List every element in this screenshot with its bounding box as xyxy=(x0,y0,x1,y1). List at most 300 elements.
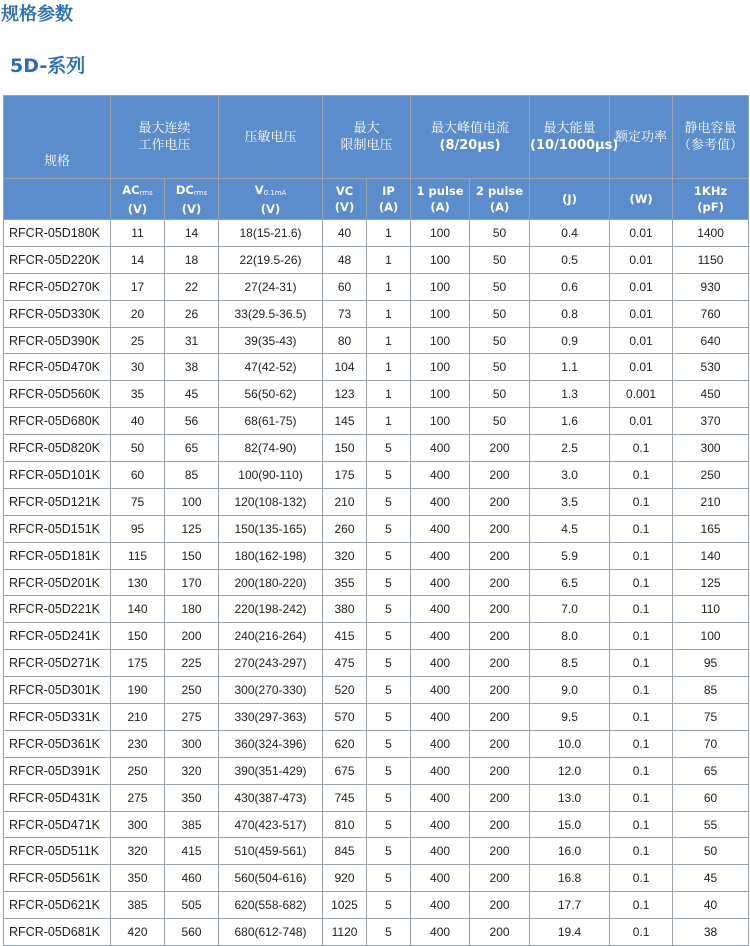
cell-ip: 5 xyxy=(367,650,411,677)
cell-dc-voltage: 170 xyxy=(165,569,219,596)
subheader-capacitance: 1KHz (pF) xyxy=(673,179,749,220)
cell-max-energy: 10.0 xyxy=(530,730,610,757)
cell-peak-1-pulse: 400 xyxy=(411,435,470,462)
cell-capacitance: 85 xyxy=(673,677,749,704)
table-row xyxy=(4,730,749,757)
cell-ip: 5 xyxy=(367,488,411,515)
cell-ip: 5 xyxy=(367,730,411,757)
cell-varistor-voltage: 430(387-473) xyxy=(219,784,323,811)
cell-peak-2-pulse: 200 xyxy=(470,435,530,462)
cell-model: RFCR-05D511K xyxy=(4,838,111,865)
cell-peak-1-pulse: 100 xyxy=(411,354,470,381)
cell-ac-voltage: 14 xyxy=(111,246,165,273)
cell-peak-2-pulse: 200 xyxy=(470,650,530,677)
cell-model: RFCR-05D561K xyxy=(4,865,111,892)
cell-model: RFCR-05D220K xyxy=(4,246,111,273)
cell-dc-voltage: 22 xyxy=(165,273,219,300)
subheader-2-pulse: 2 pulse (A) xyxy=(470,179,530,220)
cell-peak-1-pulse: 400 xyxy=(411,650,470,677)
cell-peak-2-pulse: 50 xyxy=(470,408,530,435)
cell-max-energy: 1.1 xyxy=(530,354,610,381)
cell-ac-voltage: 250 xyxy=(111,757,165,784)
cell-dc-voltage: 200 xyxy=(165,623,219,650)
cell-peak-1-pulse: 400 xyxy=(411,919,470,946)
cell-dc-voltage: 38 xyxy=(165,354,219,381)
header-max-energy: 最大能量 (10/1000µs) xyxy=(530,96,610,179)
cell-ip: 5 xyxy=(367,462,411,489)
cell-capacitance: 370 xyxy=(673,408,749,435)
cell-varistor-voltage: 27(24-31) xyxy=(219,273,323,300)
cell-rated-power: 0.001 xyxy=(610,381,673,408)
cell-dc-voltage: 350 xyxy=(165,784,219,811)
cell-peak-1-pulse: 400 xyxy=(411,757,470,784)
cell-max-energy: 2.5 xyxy=(530,435,610,462)
cell-dc-voltage: 275 xyxy=(165,704,219,731)
cell-clamping-voltage: 920 xyxy=(323,865,367,892)
cell-capacitance: 450 xyxy=(673,381,749,408)
cell-ip: 5 xyxy=(367,596,411,623)
cell-capacitance: 95 xyxy=(673,650,749,677)
cell-ac-voltage: 175 xyxy=(111,650,165,677)
cell-ac-voltage: 140 xyxy=(111,596,165,623)
cell-capacitance: 40 xyxy=(673,892,749,919)
cell-peak-2-pulse: 200 xyxy=(470,462,530,489)
page-title: 规格参数 xyxy=(1,4,73,25)
cell-peak-1-pulse: 400 xyxy=(411,704,470,731)
cell-rated-power: 0.01 xyxy=(610,220,673,247)
table-row xyxy=(4,327,749,354)
cell-peak-1-pulse: 400 xyxy=(411,488,470,515)
cell-ip: 1 xyxy=(367,327,411,354)
cell-capacitance: 100 xyxy=(673,623,749,650)
cell-dc-voltage: 250 xyxy=(165,677,219,704)
header-clamping-voltage: 最大 限制电压 xyxy=(323,96,411,179)
header-peak-current: 最大峰值电流 (8/20µs) xyxy=(411,96,530,179)
cell-clamping-voltage: 104 xyxy=(323,354,367,381)
cell-peak-2-pulse: 50 xyxy=(470,246,530,273)
cell-rated-power: 0.01 xyxy=(610,300,673,327)
cell-clamping-voltage: 415 xyxy=(323,623,367,650)
cell-ac-voltage: 40 xyxy=(111,408,165,435)
cell-max-energy: 17.7 xyxy=(530,892,610,919)
cell-rated-power: 0.1 xyxy=(610,488,673,515)
cell-varistor-voltage: 68(61-75) xyxy=(219,408,323,435)
cell-model: RFCR-05D121K xyxy=(4,488,111,515)
cell-ip: 1 xyxy=(367,381,411,408)
cell-model: RFCR-05D431K xyxy=(4,784,111,811)
cell-peak-2-pulse: 200 xyxy=(470,757,530,784)
cell-capacitance: 38 xyxy=(673,919,749,946)
cell-capacitance: 110 xyxy=(673,596,749,623)
cell-model: RFCR-05D471K xyxy=(4,811,111,838)
table-row xyxy=(4,408,749,435)
cell-clamping-voltage: 355 xyxy=(323,569,367,596)
cell-peak-1-pulse: 400 xyxy=(411,623,470,650)
cell-model: RFCR-05D361K xyxy=(4,730,111,757)
cell-varistor-voltage: 390(351-429) xyxy=(219,757,323,784)
cell-peak-2-pulse: 200 xyxy=(470,865,530,892)
cell-peak-2-pulse: 200 xyxy=(470,838,530,865)
cell-model: RFCR-05D331K xyxy=(4,704,111,731)
cell-varistor-voltage: 220(198-242) xyxy=(219,596,323,623)
cell-model: RFCR-05D820K xyxy=(4,435,111,462)
header-max-continuous: 最大连续 工作电压 xyxy=(111,96,219,179)
cell-clamping-voltage: 520 xyxy=(323,677,367,704)
cell-capacitance: 1400 xyxy=(673,220,749,247)
cell-peak-1-pulse: 100 xyxy=(411,246,470,273)
cell-capacitance: 50 xyxy=(673,838,749,865)
cell-clamping-voltage: 40 xyxy=(323,220,367,247)
cell-varistor-voltage: 18(15-21.6) xyxy=(219,220,323,247)
cell-peak-1-pulse: 400 xyxy=(411,865,470,892)
cell-rated-power: 0.1 xyxy=(610,757,673,784)
cell-ip: 1 xyxy=(367,246,411,273)
cell-rated-power: 0.1 xyxy=(610,892,673,919)
cell-model: RFCR-05D391K xyxy=(4,757,111,784)
cell-varistor-voltage: 47(42-52) xyxy=(219,354,323,381)
cell-dc-voltage: 45 xyxy=(165,381,219,408)
cell-model: RFCR-05D241K xyxy=(4,623,111,650)
cell-ac-voltage: 320 xyxy=(111,838,165,865)
cell-peak-1-pulse: 100 xyxy=(411,381,470,408)
cell-model: RFCR-05D560K xyxy=(4,381,111,408)
cell-clamping-voltage: 210 xyxy=(323,488,367,515)
cell-max-energy: 1.3 xyxy=(530,381,610,408)
cell-dc-voltage: 320 xyxy=(165,757,219,784)
cell-dc-voltage: 385 xyxy=(165,811,219,838)
cell-max-energy: 16.8 xyxy=(530,865,610,892)
cell-ac-voltage: 190 xyxy=(111,677,165,704)
cell-ac-voltage: 385 xyxy=(111,892,165,919)
cell-peak-1-pulse: 400 xyxy=(411,838,470,865)
cell-model: RFCR-05D390K xyxy=(4,327,111,354)
cell-ac-voltage: 17 xyxy=(111,273,165,300)
table-row xyxy=(4,515,749,542)
cell-varistor-voltage: 330(297-363) xyxy=(219,704,323,731)
cell-peak-1-pulse: 400 xyxy=(411,596,470,623)
cell-clamping-voltage: 260 xyxy=(323,515,367,542)
cell-max-energy: 0.5 xyxy=(530,246,610,273)
cell-capacitance: 930 xyxy=(673,273,749,300)
table-row xyxy=(4,596,749,623)
cell-max-energy: 9.5 xyxy=(530,704,610,731)
cell-dc-voltage: 300 xyxy=(165,730,219,757)
cell-ip: 5 xyxy=(367,542,411,569)
cell-max-energy: 0.4 xyxy=(530,220,610,247)
cell-dc-voltage: 225 xyxy=(165,650,219,677)
cell-peak-2-pulse: 200 xyxy=(470,919,530,946)
cell-ip: 5 xyxy=(367,865,411,892)
cell-max-energy: 16.0 xyxy=(530,838,610,865)
cell-rated-power: 0.1 xyxy=(610,515,673,542)
spec-table xyxy=(3,95,749,946)
cell-rated-power: 0.1 xyxy=(610,462,673,489)
cell-peak-2-pulse: 200 xyxy=(470,596,530,623)
cell-peak-2-pulse: 200 xyxy=(470,704,530,731)
table-row xyxy=(4,354,749,381)
table-row xyxy=(4,435,749,462)
cell-ac-voltage: 35 xyxy=(111,381,165,408)
cell-ac-voltage: 60 xyxy=(111,462,165,489)
cell-model: RFCR-05D301K xyxy=(4,677,111,704)
cell-model: RFCR-05D470K xyxy=(4,354,111,381)
cell-model: RFCR-05D330K xyxy=(4,300,111,327)
cell-clamping-voltage: 73 xyxy=(323,300,367,327)
table-row xyxy=(4,704,749,731)
cell-model: RFCR-05D181K xyxy=(4,542,111,569)
cell-varistor-voltage: 180(162-198) xyxy=(219,542,323,569)
cell-peak-2-pulse: 50 xyxy=(470,327,530,354)
cell-model: RFCR-05D680K xyxy=(4,408,111,435)
cell-ip: 5 xyxy=(367,757,411,784)
cell-ip: 5 xyxy=(367,838,411,865)
cell-model: RFCR-05D151K xyxy=(4,515,111,542)
cell-peak-2-pulse: 200 xyxy=(470,569,530,596)
cell-max-energy: 6.5 xyxy=(530,569,610,596)
cell-rated-power: 0.1 xyxy=(610,569,673,596)
cell-peak-2-pulse: 50 xyxy=(470,220,530,247)
cell-model: RFCR-05D621K xyxy=(4,892,111,919)
cell-capacitance: 60 xyxy=(673,784,749,811)
cell-capacitance: 125 xyxy=(673,569,749,596)
cell-clamping-voltage: 620 xyxy=(323,730,367,757)
header-varistor-voltage: 压敏电压 xyxy=(219,96,323,179)
cell-dc-voltage: 65 xyxy=(165,435,219,462)
cell-ac-voltage: 25 xyxy=(111,327,165,354)
cell-ac-voltage: 50 xyxy=(111,435,165,462)
cell-max-energy: 19.4 xyxy=(530,919,610,946)
cell-dc-voltage: 31 xyxy=(165,327,219,354)
cell-peak-2-pulse: 200 xyxy=(470,730,530,757)
header-row-units xyxy=(4,179,749,220)
cell-max-energy: 8.0 xyxy=(530,623,610,650)
cell-clamping-voltage: 60 xyxy=(323,273,367,300)
cell-peak-2-pulse: 50 xyxy=(470,354,530,381)
cell-varistor-voltage: 200(180-220) xyxy=(219,569,323,596)
table-row xyxy=(4,865,749,892)
cell-rated-power: 0.1 xyxy=(610,677,673,704)
subheader-energy: (J) xyxy=(530,179,610,220)
cell-peak-1-pulse: 400 xyxy=(411,811,470,838)
cell-capacitance: 300 xyxy=(673,435,749,462)
cell-capacitance: 640 xyxy=(673,327,749,354)
table-row xyxy=(4,462,749,489)
cell-dc-voltage: 18 xyxy=(165,246,219,273)
cell-capacitance: 210 xyxy=(673,488,749,515)
subheader-ac: $AC_{rms}$ (V) xyxy=(111,179,165,220)
cell-ip: 1 xyxy=(367,300,411,327)
cell-ac-voltage: 115 xyxy=(111,542,165,569)
cell-ip: 5 xyxy=(367,435,411,462)
cell-ac-voltage: 420 xyxy=(111,919,165,946)
cell-max-energy: 0.9 xyxy=(530,327,610,354)
cell-max-energy: 3.5 xyxy=(530,488,610,515)
cell-clamping-voltage: 810 xyxy=(323,811,367,838)
table-row xyxy=(4,838,749,865)
cell-ip: 5 xyxy=(367,784,411,811)
cell-clamping-voltage: 1120 xyxy=(323,919,367,946)
cell-rated-power: 0.1 xyxy=(610,784,673,811)
cell-rated-power: 0.1 xyxy=(610,435,673,462)
cell-clamping-voltage: 175 xyxy=(323,462,367,489)
cell-model: RFCR-05D101K xyxy=(4,462,111,489)
cell-max-energy: 0.6 xyxy=(530,273,610,300)
cell-max-energy: 7.0 xyxy=(530,596,610,623)
cell-ip: 1 xyxy=(367,354,411,381)
cell-dc-voltage: 56 xyxy=(165,408,219,435)
cell-dc-voltage: 150 xyxy=(165,542,219,569)
cell-peak-2-pulse: 50 xyxy=(470,273,530,300)
cell-ac-voltage: 150 xyxy=(111,623,165,650)
cell-max-energy: 15.0 xyxy=(530,811,610,838)
cell-ac-voltage: 95 xyxy=(111,515,165,542)
cell-peak-2-pulse: 200 xyxy=(470,892,530,919)
cell-clamping-voltage: 675 xyxy=(323,757,367,784)
cell-dc-voltage: 26 xyxy=(165,300,219,327)
cell-peak-1-pulse: 100 xyxy=(411,300,470,327)
cell-ac-voltage: 275 xyxy=(111,784,165,811)
cell-dc-voltage: 415 xyxy=(165,838,219,865)
subheader-varistor: $V_{0.1mA}$ (V) xyxy=(219,179,323,220)
cell-max-energy: 8.5 xyxy=(530,650,610,677)
table-row xyxy=(4,650,749,677)
cell-varistor-voltage: 470(423-517) xyxy=(219,811,323,838)
cell-varistor-voltage: 680(612-748) xyxy=(219,919,323,946)
cell-ip: 5 xyxy=(367,515,411,542)
cell-peak-1-pulse: 100 xyxy=(411,327,470,354)
cell-ac-voltage: 350 xyxy=(111,865,165,892)
table-row xyxy=(4,246,749,273)
table-row xyxy=(4,220,749,247)
cell-clamping-voltage: 845 xyxy=(323,838,367,865)
cell-varistor-voltage: 56(50-62) xyxy=(219,381,323,408)
cell-ip: 5 xyxy=(367,623,411,650)
cell-varistor-voltage: 120(108-132) xyxy=(219,488,323,515)
subheader-ip: IP (A) xyxy=(367,179,411,220)
cell-varistor-voltage: 33(29.5-36.5) xyxy=(219,300,323,327)
cell-peak-2-pulse: 200 xyxy=(470,784,530,811)
header-capacitance: 静电容量 （参考值） xyxy=(673,96,749,179)
cell-ip: 5 xyxy=(367,704,411,731)
header-model: 规格 xyxy=(4,96,111,179)
cell-model: RFCR-05D270K xyxy=(4,273,111,300)
cell-dc-voltage: 85 xyxy=(165,462,219,489)
table-row xyxy=(4,757,749,784)
cell-clamping-voltage: 570 xyxy=(323,704,367,731)
cell-rated-power: 0.1 xyxy=(610,650,673,677)
cell-clamping-voltage: 123 xyxy=(323,381,367,408)
cell-peak-1-pulse: 400 xyxy=(411,784,470,811)
cell-peak-2-pulse: 200 xyxy=(470,623,530,650)
cell-ac-voltage: 75 xyxy=(111,488,165,515)
cell-ac-voltage: 300 xyxy=(111,811,165,838)
cell-ip: 5 xyxy=(367,677,411,704)
cell-ac-voltage: 30 xyxy=(111,354,165,381)
subheader-power: (W) xyxy=(610,179,673,220)
cell-varistor-voltage: 22(19.5-26) xyxy=(219,246,323,273)
cell-clamping-voltage: 80 xyxy=(323,327,367,354)
cell-max-energy: 12.0 xyxy=(530,757,610,784)
cell-rated-power: 0.1 xyxy=(610,865,673,892)
table-row xyxy=(4,488,749,515)
cell-rated-power: 0.1 xyxy=(610,542,673,569)
cell-max-energy: 5.9 xyxy=(530,542,610,569)
cell-varistor-voltage: 300(270-330) xyxy=(219,677,323,704)
cell-capacitance: 55 xyxy=(673,811,749,838)
cell-peak-2-pulse: 200 xyxy=(470,811,530,838)
spec-table-body xyxy=(4,220,749,946)
cell-model: RFCR-05D271K xyxy=(4,650,111,677)
cell-max-energy: 13.0 xyxy=(530,784,610,811)
cell-ip: 1 xyxy=(367,408,411,435)
cell-peak-2-pulse: 50 xyxy=(470,381,530,408)
cell-peak-1-pulse: 400 xyxy=(411,462,470,489)
cell-ac-voltage: 210 xyxy=(111,704,165,731)
subheader-model xyxy=(4,179,111,220)
cell-max-energy: 1.6 xyxy=(530,408,610,435)
cell-varistor-voltage: 510(459-561) xyxy=(219,838,323,865)
series-title: 5D-系列 xyxy=(10,55,86,77)
cell-rated-power: 0.1 xyxy=(610,838,673,865)
subheader-dc: $DC_{rms}$ (V) xyxy=(165,179,219,220)
cell-varistor-voltage: 240(216-264) xyxy=(219,623,323,650)
cell-dc-voltage: 460 xyxy=(165,865,219,892)
cell-clamping-voltage: 745 xyxy=(323,784,367,811)
cell-dc-voltage: 125 xyxy=(165,515,219,542)
table-row xyxy=(4,569,749,596)
cell-peak-2-pulse: 200 xyxy=(470,488,530,515)
cell-peak-1-pulse: 100 xyxy=(411,273,470,300)
cell-rated-power: 0.01 xyxy=(610,354,673,381)
cell-varistor-voltage: 560(504-616) xyxy=(219,865,323,892)
cell-peak-1-pulse: 400 xyxy=(411,892,470,919)
cell-dc-voltage: 505 xyxy=(165,892,219,919)
cell-max-energy: 4.5 xyxy=(530,515,610,542)
cell-peak-1-pulse: 400 xyxy=(411,677,470,704)
cell-model: RFCR-05D221K xyxy=(4,596,111,623)
cell-clamping-voltage: 48 xyxy=(323,246,367,273)
table-row xyxy=(4,811,749,838)
cell-clamping-voltage: 150 xyxy=(323,435,367,462)
cell-varistor-voltage: 100(90-110) xyxy=(219,462,323,489)
cell-peak-1-pulse: 400 xyxy=(411,542,470,569)
cell-dc-voltage: 14 xyxy=(165,220,219,247)
table-row xyxy=(4,542,749,569)
cell-rated-power: 0.1 xyxy=(610,623,673,650)
cell-capacitance: 140 xyxy=(673,542,749,569)
cell-peak-1-pulse: 100 xyxy=(411,220,470,247)
cell-peak-2-pulse: 200 xyxy=(470,515,530,542)
cell-varistor-voltage: 620(558-682) xyxy=(219,892,323,919)
header-row-groups xyxy=(4,96,749,179)
cell-peak-2-pulse: 200 xyxy=(470,677,530,704)
cell-varistor-voltage: 39(35-43) xyxy=(219,327,323,354)
cell-ip: 1 xyxy=(367,273,411,300)
cell-rated-power: 0.1 xyxy=(610,811,673,838)
cell-capacitance: 165 xyxy=(673,515,749,542)
cell-rated-power: 0.01 xyxy=(610,408,673,435)
cell-varistor-voltage: 150(135-165) xyxy=(219,515,323,542)
cell-varistor-voltage: 82(74-90) xyxy=(219,435,323,462)
cell-ac-voltage: 11 xyxy=(111,220,165,247)
cell-ip: 1 xyxy=(367,220,411,247)
table-row xyxy=(4,381,749,408)
cell-max-energy: 9.0 xyxy=(530,677,610,704)
cell-peak-1-pulse: 400 xyxy=(411,730,470,757)
cell-varistor-voltage: 270(243-297) xyxy=(219,650,323,677)
table-row xyxy=(4,273,749,300)
cell-model: RFCR-05D201K xyxy=(4,569,111,596)
